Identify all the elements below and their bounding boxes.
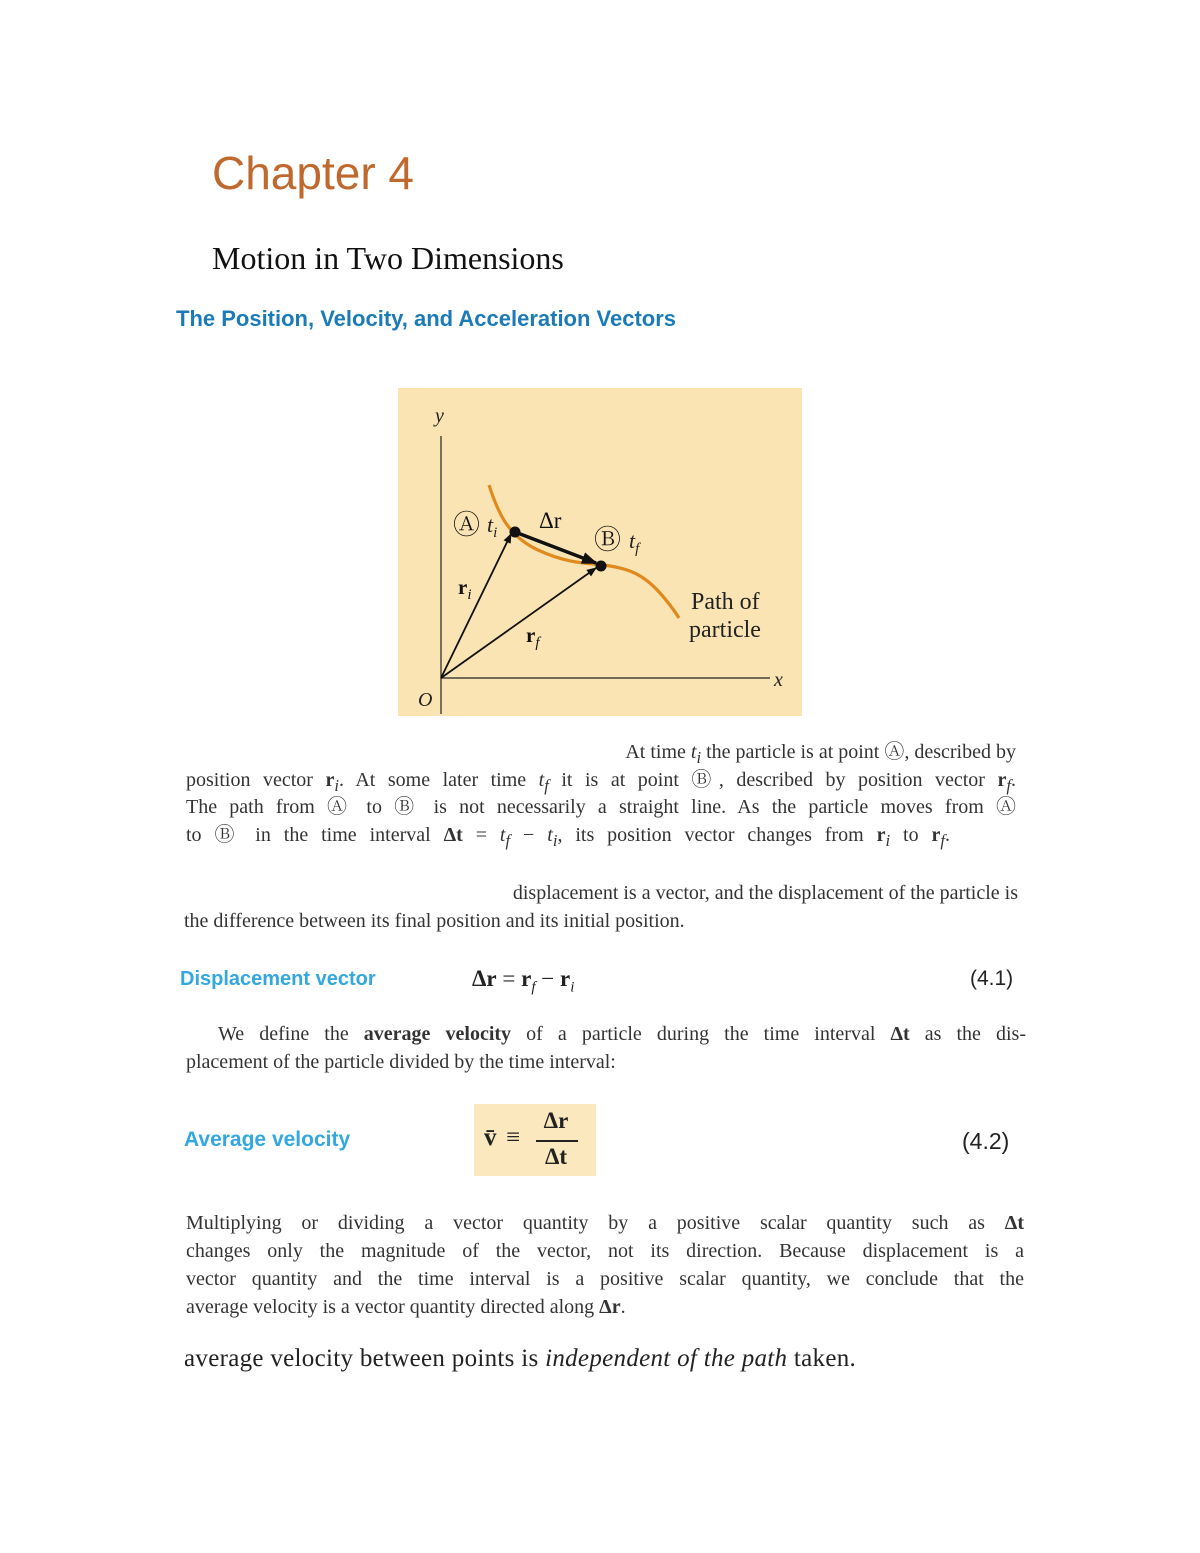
fraction-denominator: Δt — [544, 1144, 568, 1169]
equation-number-4-1: (4.1) — [970, 967, 1014, 990]
displacement-equation: $\Delta r = r_f - r_i$ — [472, 966, 575, 996]
paragraph-4-line-4: average velocity is a vector quantity directed along Δr. — [186, 1296, 626, 1318]
r-i-vector — [441, 534, 511, 678]
point-a-dot — [510, 527, 521, 538]
paragraph-1-line-1: At time $t_i$ the particle is at point Ⓐ, described by — [625, 741, 1016, 767]
equation-number-4-2: (4.2) — [962, 1128, 1010, 1154]
paragraph-1-line-2: position vector $r_i$. At some later time $t_f$ it is at point Ⓑ, described by position vector $r_f$. — [186, 769, 1016, 795]
average-velocity-equation — [474, 1104, 596, 1176]
equiv-symbol: ≡ — [506, 1124, 521, 1151]
chapter-subtitle: Motion in Two Dimensions — [212, 240, 564, 276]
t-f-label: $t_f$ — [629, 528, 640, 557]
x-axis-label: x — [774, 669, 783, 691]
displacement-vector-label: Displacement vector — [180, 968, 376, 990]
r-i-label: $r_i$ — [458, 575, 472, 603]
t-i-label: $t_i$ — [487, 512, 498, 541]
particle-path — [489, 485, 679, 618]
paragraph-2-line-2: the difference between its final position and its initial position. — [184, 910, 685, 932]
paragraph-2-line-1: displacement is a vector, and the displacement of the particle is — [512, 882, 1018, 904]
paragraph-3-line-1: We define the average velocity of a particle during the time interval Δt as the dis- — [218, 1023, 1027, 1045]
path-label-line2: particle — [689, 617, 761, 643]
fraction-bar — [536, 1140, 578, 1142]
path-independence-statement: average velocity between points is independent of the path taken. — [184, 1345, 857, 1372]
fraction-numerator: Δr — [543, 1108, 569, 1133]
position-vectors-figure — [398, 388, 802, 716]
v-bar-symbol: v̄ — [484, 1124, 497, 1151]
point-a-label: Ⓐ — [453, 510, 480, 541]
paragraph-3-line-2: placement of the particle divided by the time interval: — [186, 1051, 616, 1073]
paragraph-1-line-4: to Ⓑ in the time interval $\Delta t = t_f - t_i$, its position vector changes from $r_i$ to $r_f$. — [186, 824, 951, 850]
paragraph-4-line-2: changes only the magnitude of the vector, not its direction. Because displacement is a — [186, 1240, 1024, 1262]
point-b-label: Ⓑ — [594, 525, 621, 556]
point-b-dot — [596, 561, 607, 572]
average-velocity-label: Average velocity — [184, 1128, 351, 1151]
paragraph-1-line-3: The path from Ⓐ to Ⓑ is not necessarily a straight line. As the particle moves from Ⓐ — [186, 796, 1016, 818]
paragraph-4-line-3: vector quantity and the time interval is a positive scalar quantity, we conclude that the — [186, 1268, 1024, 1290]
figure-diagram — [398, 388, 802, 716]
r-f-label: $r_f$ — [526, 623, 540, 651]
paragraph-4-line-1: Multiplying or dividing a vector quantity by a positive scalar quantity such as Δt — [186, 1212, 1024, 1234]
origin-label: O — [418, 689, 433, 711]
path-label-line1: Path of — [691, 589, 760, 615]
delta-r-label: Δr — [539, 508, 562, 533]
section-heading: The Position, Velocity, and Acceleration Vectors — [176, 306, 677, 331]
y-axis-label: y — [435, 405, 444, 427]
chapter-title: Chapter 4 — [212, 147, 415, 199]
